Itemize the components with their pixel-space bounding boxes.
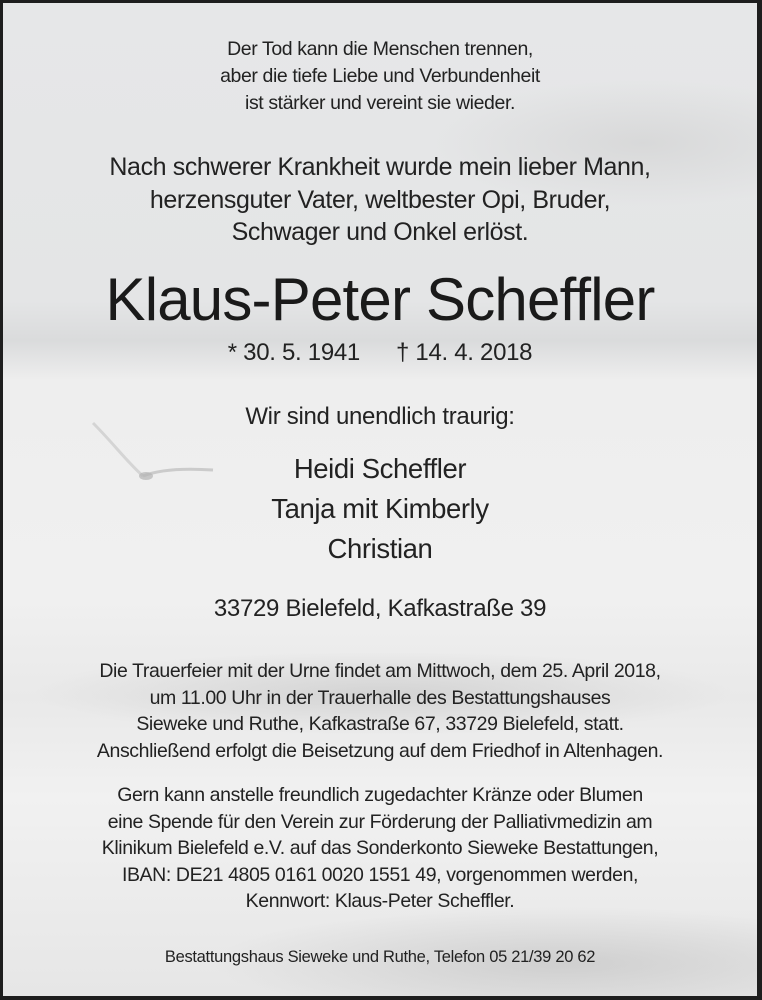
service-line: Anschließend erfolgt die Beisetzung auf dem Friedhof in Altenhagen. — [96, 739, 664, 762]
death-date: † 14. 4. 2018 — [395, 339, 533, 366]
obituary-card — [3, 3, 757, 996]
mourner-name: Tanja mit Kimberly — [271, 493, 489, 524]
birth-date: * 30. 5. 1941 — [227, 339, 360, 366]
service-line: um 11.00 Uhr in der Trauerhalle des Bestattungshauses — [149, 686, 611, 709]
donation-line: Kennwort: Klaus-Peter Scheffler. — [245, 890, 515, 912]
donation-details — [3, 782, 757, 915]
donation-line: eine Spende für den Verein zur Förderung der Palliativmedizin am — [107, 810, 653, 833]
life-dates — [3, 337, 757, 369]
quote-line: aber die tiefe Liebe und Verbundenheit — [220, 65, 540, 87]
opening-quote — [3, 36, 757, 117]
quote-line: ist stärker und vereint sie wieder. — [245, 92, 515, 114]
mourners-list — [3, 449, 757, 569]
intro-line: Nach schwerer Krankheit wurde mein lieber Mann, — [109, 153, 651, 181]
intro-line: Schwager und Onkel erlöst. — [231, 218, 529, 246]
mourner-name: Heidi Scheffler — [293, 453, 467, 484]
service-line: Die Trauerfeier mit der Urne findet am Mittwoch, dem 25. April 2018, — [99, 660, 661, 682]
deceased-name: Klaus-Peter Scheffler — [105, 266, 655, 333]
mourners-heading: Wir sind unendlich traurig: — [245, 403, 515, 430]
intro-line: herzensguter Vater, weltbester Opi, Bruder, — [149, 185, 611, 214]
quote-line: Der Tod kann die Menschen trennen, — [227, 38, 533, 60]
donation-line: Gern kann anstelle freundlich zugedachter Kränze oder Blumen — [117, 784, 643, 806]
mourner-name: Christian — [327, 533, 433, 564]
family-address: 33729 Bielefeld, Kafkastraße 39 — [213, 595, 547, 622]
funeral-home-footer: Bestattungshaus Sieweke und Ruthe, Telefon 05 21/39 20 62 — [164, 948, 596, 966]
intro-text — [3, 151, 757, 249]
service-details — [3, 658, 757, 764]
service-line: Sieweke und Ruthe, Kafkastraße 67, 33729 Bielefeld, statt. — [136, 713, 624, 735]
donation-line: Klinikum Bielefeld e.V. auf das Sonderkonto Sieweke Bestattungen, — [101, 837, 659, 859]
donation-line: IBAN: DE21 4805 0161 0020 1551 49, vorgenommen werden, — [121, 863, 639, 886]
